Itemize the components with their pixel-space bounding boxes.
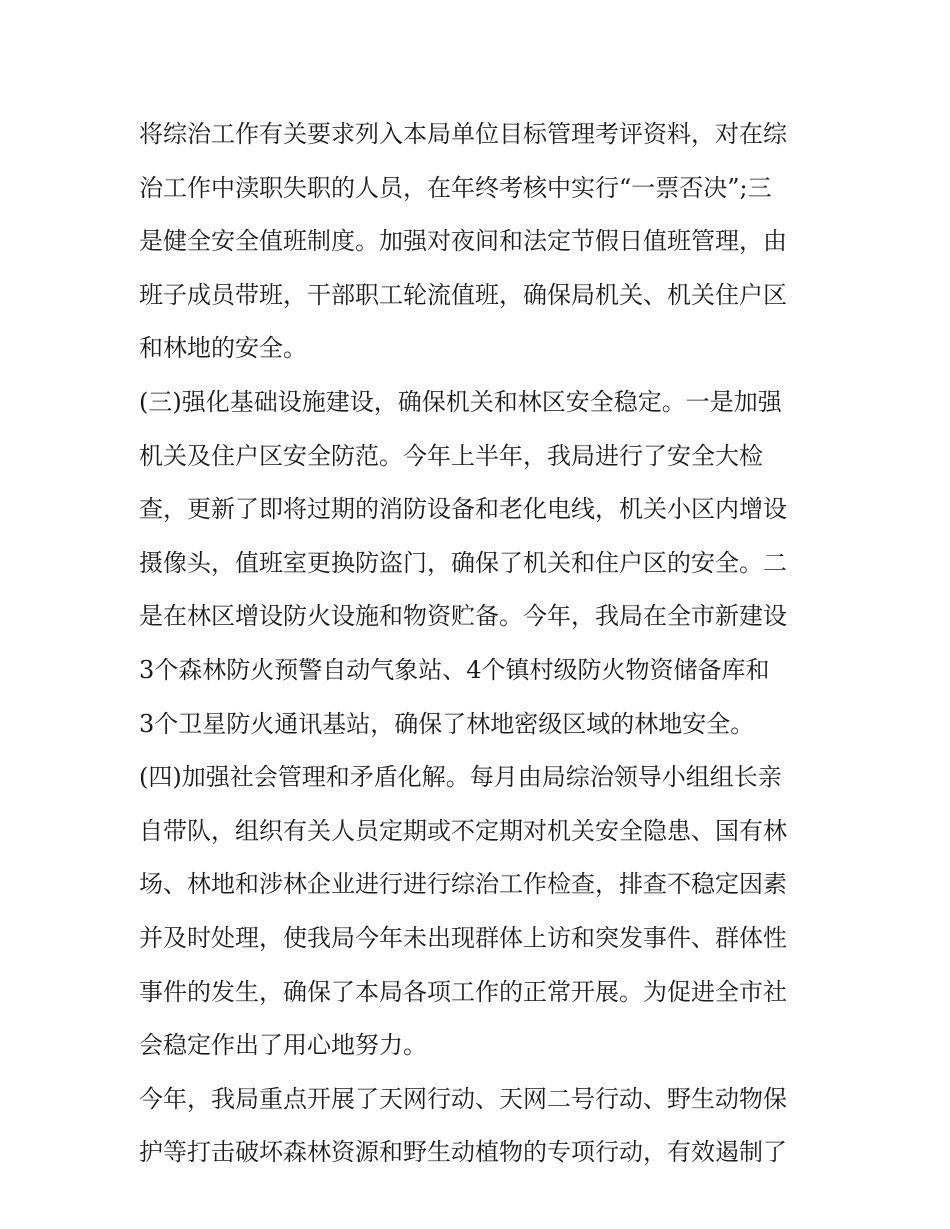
- text-line-9: 摄像头，值班室更换防盗门，确保了机关和住户区的安全。二: [139, 548, 787, 577]
- text-line-6: (三)强化基础设施建设，确保机关和林区安全稳定。一是加强: [139, 387, 782, 416]
- text-line-12: 3个卫星防火通讯基站，确保了林地密级区域的林地安全。: [139, 709, 755, 738]
- text-line-15: 场、林地和涉林企业进行进行综治工作检查，排查不稳定因素: [139, 870, 787, 899]
- text-line-3: 是健全安全值班制度。加强对夜间和法定节假日值班管理，由: [139, 227, 787, 256]
- text-line-11: 3个森林防火预警自动气象站、4个镇村级防火物资储备库和: [139, 655, 770, 684]
- text-line-8: 查，更新了即将过期的消防设备和老化电线，机关小区内增设: [139, 495, 787, 524]
- text-line-5: 和林地的安全。: [139, 334, 307, 363]
- text-line-18: 会稳定作出了用心地努力。: [139, 1031, 427, 1060]
- text-line-20: 护等打击破坏森林资源和野生动植物的专项行动，有效遏制了: [139, 1138, 787, 1167]
- text-line-4: 班子成员带班，干部职工轮流值班，确保局机关、机关住户区: [139, 280, 787, 309]
- text-line-7: 机关及住户区安全防范。今年上半年，我局进行了安全大检: [139, 441, 763, 470]
- text-line-1: 将综治工作有关要求列入本局单位目标管理考评资料，对在综: [139, 120, 787, 148]
- text-line-19: 今年，我局重点开展了天网行动、天网二号行动、野生动物保: [139, 1084, 787, 1113]
- text-line-16: 并及时处理，使我局今年未出现群体上访和突发事件、群体性: [139, 923, 787, 952]
- text-line-17: 事件的发生，确保了本局各项工作的正常开展。为促进全市社: [139, 977, 787, 1006]
- text-line-2: 治工作中渎职失职的人员，在年终考核中实行“一票否决”;三: [139, 173, 772, 202]
- text-line-13: (四)加强社会管理和矛盾化解。每月由局综治领导小组组长亲: [139, 763, 782, 792]
- text-line-14: 自带队，组织有关人员定期或不定期对机关安全隐患、国有林: [139, 816, 787, 845]
- text-line-10: 是在林区增设防火设施和物资贮备。今年，我局在全市新建设: [139, 602, 787, 631]
- body-text: [139, 108, 819, 1180]
